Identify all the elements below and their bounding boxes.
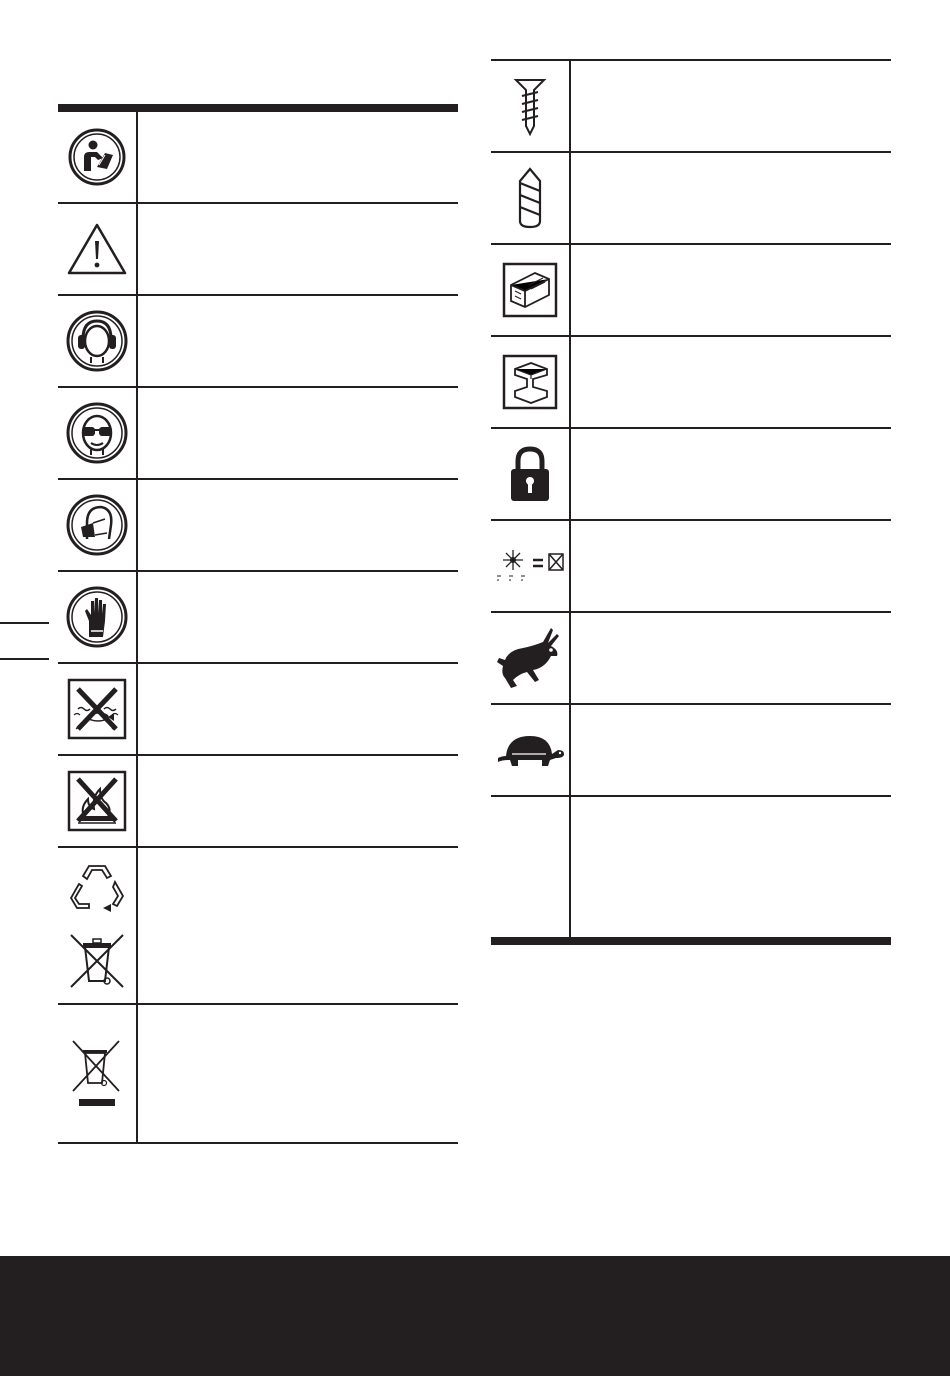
left-symbol-table — [58, 104, 458, 1144]
symbol-description — [571, 61, 891, 151]
symbol-icon-cell — [58, 664, 138, 754]
drill-bit-icon — [512, 165, 548, 231]
symbol-icon-cell — [58, 848, 138, 1003]
symbol-icon-cell — [58, 112, 138, 202]
symbol-row — [58, 756, 458, 848]
symbol-description — [571, 153, 891, 243]
page-footer-band — [0, 1256, 950, 1376]
symbol-icon-cell — [491, 337, 571, 427]
symbol-description — [138, 572, 458, 662]
symbol-icon-cell — [491, 705, 571, 795]
symbol-row — [491, 245, 891, 337]
dust-mask-icon — [65, 493, 129, 557]
do-not-burn-icon — [66, 769, 128, 833]
protective-gloves-icon — [65, 585, 129, 649]
weee-bin-bar-icon — [69, 1039, 125, 1109]
symbol-row — [491, 429, 891, 521]
recycle-icon — [67, 860, 127, 918]
rabbit-fast-icon — [495, 626, 565, 690]
symbol-row — [491, 705, 891, 797]
ear-protection-icon — [65, 309, 129, 373]
symbol-icon-cell — [491, 153, 571, 243]
symbol-description — [571, 797, 891, 937]
symbol-row — [58, 204, 458, 296]
margin-tab-mark — [0, 658, 49, 660]
eye-protection-icon — [65, 401, 129, 465]
symbol-row — [491, 61, 891, 153]
symbol-description — [571, 705, 891, 795]
symbol-row — [58, 388, 458, 480]
symbol-icon-cell — [58, 388, 138, 478]
symbol-row — [58, 572, 458, 664]
symbol-row — [491, 337, 891, 429]
symbol-row — [58, 1005, 458, 1144]
symbol-icon-cell — [58, 1005, 138, 1142]
symbol-description — [138, 480, 458, 570]
symbol-row — [58, 664, 458, 756]
symbol-icon-cell — [491, 613, 571, 703]
symbol-row — [491, 521, 891, 613]
symbol-description — [571, 429, 891, 519]
symbol-row — [58, 296, 458, 388]
symbol-icon-cell — [58, 756, 138, 846]
symbol-row — [58, 480, 458, 572]
symbol-row — [491, 797, 891, 937]
symbol-description — [571, 613, 891, 703]
symbol-icon-cell — [58, 204, 138, 294]
symbol-description — [138, 848, 458, 1003]
symbol-icon-cell — [58, 480, 138, 570]
margin-tab-mark — [0, 622, 49, 624]
screw-icon — [510, 74, 550, 138]
symbol-row — [491, 153, 891, 245]
symbol-icon-cell — [491, 245, 571, 335]
metal-profile-icon — [501, 353, 559, 411]
symbol-description — [138, 1005, 458, 1142]
symbol-icon-cell — [491, 797, 571, 937]
symbol-icon-cell — [491, 429, 571, 519]
symbol-description — [138, 296, 458, 386]
warning-triangle-icon — [65, 221, 129, 277]
symbol-row — [58, 112, 458, 204]
symbol-description — [138, 204, 458, 294]
work-light-icon — [493, 546, 567, 586]
symbol-row — [491, 613, 891, 705]
do-not-dispose-in-water-icon — [66, 677, 128, 741]
symbol-row — [58, 848, 458, 1005]
turtle-slow-icon — [494, 730, 566, 770]
padlock-icon — [505, 443, 555, 505]
symbol-description — [138, 112, 458, 202]
symbol-icon-cell — [491, 521, 571, 611]
wood-icon — [501, 261, 559, 319]
right-symbol-table — [491, 59, 891, 945]
symbol-icon-cell — [58, 572, 138, 662]
crossed-bin-icon — [67, 931, 127, 991]
symbol-description — [571, 337, 891, 427]
symbol-description — [571, 521, 891, 611]
symbol-icon-cell — [58, 296, 138, 386]
read-manual-icon — [67, 127, 127, 187]
symbol-description — [571, 245, 891, 335]
symbol-description — [138, 756, 458, 846]
symbol-description — [138, 664, 458, 754]
symbol-description — [138, 388, 458, 478]
symbol-icon-cell — [491, 61, 571, 151]
